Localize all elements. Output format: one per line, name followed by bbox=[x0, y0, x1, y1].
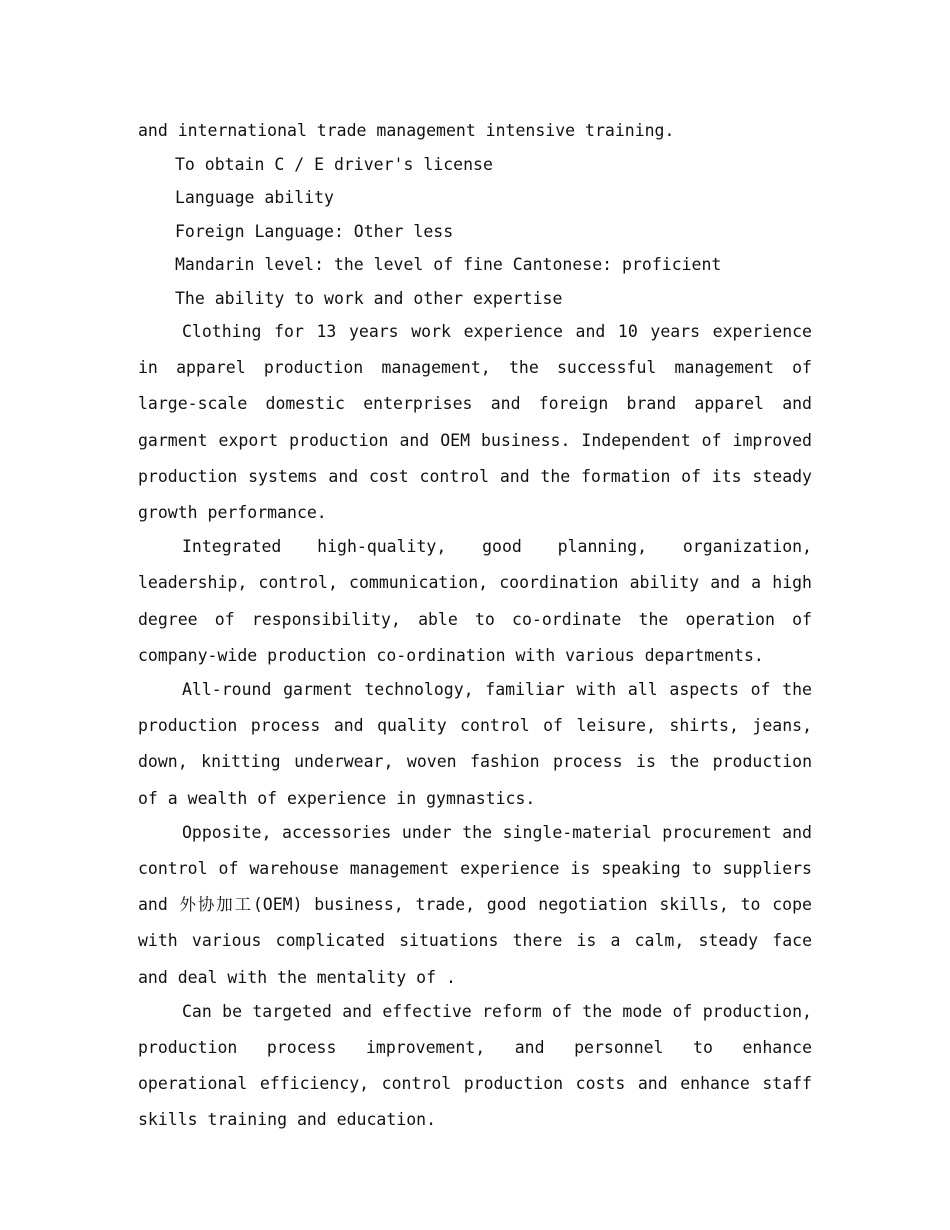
paragraph-integrated-quality: Integrated high-quality, good planning, organization, leadership, control, communication, coordination ability and a high degree of responsibility, able to co-ordinate the operation of company-wide production co-ordination with various departments. bbox=[138, 537, 812, 665]
paragraph-work-experience: Clothing for 13 years work experience and 10 years experience in apparel production management, the successful management of large-scale domestic enterprises and foreign brand apparel and garment export production and OEM business. Independent of improved production systems and cost control and the formation of its steady growth performance. bbox=[138, 322, 812, 523]
text-line-mandarin-level: Mandarin level: the level of fine Cantonese: proficient bbox=[175, 255, 722, 274]
paragraph-garment-technology: All-round garment technology, familiar with all aspects of the production process and quality control of leisure, shirts, jeans, down, knitting underwear, woven fashion process is the production of a wealth of experience in gymnastics. bbox=[138, 680, 812, 808]
text-line-drivers-license: To obtain C / E driver's license bbox=[175, 154, 493, 174]
heading-work-ability: The ability to work and other expertise bbox=[175, 288, 563, 308]
document-body bbox=[138, 114, 812, 1139]
text-line-foreign-language: Foreign Language: Other less bbox=[175, 221, 454, 241]
paragraph-reform: Can be targeted and effective reform of the mode of production, production process improvement, and personnel to enhance operational efficiency, control production costs and enhance staff skills training and education. bbox=[138, 1001, 812, 1130]
text-line-training: and international trade management intensive training. bbox=[138, 121, 675, 140]
heading-language-ability: Language ability bbox=[175, 188, 334, 207]
paragraph-procurement: Opposite, accessories under the single-material procurement and control of warehouse management experience is speaking to suppliers and 外协加工(OEM) business, trade, good negotiation skills, to cope with various complicated situations there is a calm, steady face and deal with the mentality of . bbox=[138, 822, 812, 987]
